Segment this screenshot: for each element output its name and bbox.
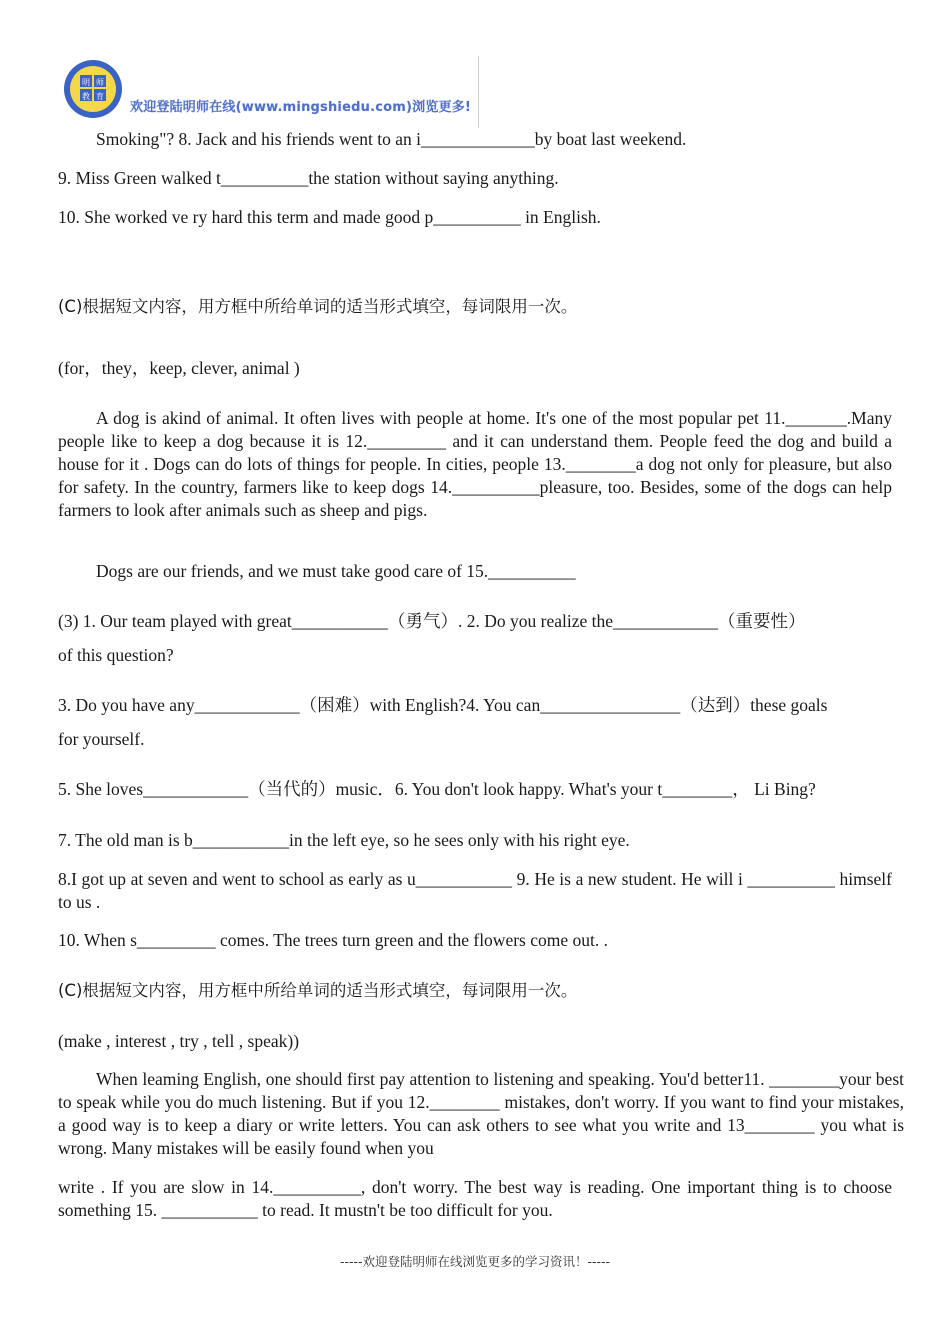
text-line: 3. Do you have any____________（困难）with English?4. You can________________（达到）these goals <box>58 695 828 715</box>
paragraph-q8 <box>58 868 892 914</box>
section-heading: (C)根据短文内容，用方框中所给单词的适当形式填空，每词限用一次。 <box>58 981 578 1000</box>
paragraph-write <box>58 1176 892 1222</box>
paragraph-dog <box>58 407 892 522</box>
paragraph-learning <box>58 1068 904 1160</box>
svg-text:教: 教 <box>82 92 90 101</box>
paragraph-text: 8.I got up at seven and went to school as early as u___________ 9. He is a new student. He will i __________ himself to us . <box>58 869 892 912</box>
text-line: 9. Miss Green walked t__________the station without saying anything. <box>58 168 559 188</box>
text-line: Smoking"? 8. Jack and his friends went to an i_____________by boat last weekend. <box>96 129 687 149</box>
text-line: 10. She worked ve ry hard this term and made good p__________ in English. <box>58 207 601 227</box>
text-line: Dogs are our friends, and we must take good care of 15.__________ <box>96 561 576 581</box>
text-line: for yourself. <box>58 729 145 749</box>
paragraph-text: When leaming English, one should first pay attention to listening and speaking. You'd better11. ________your best to speak while you do much listening. But if you 12.________ mistakes, don't worry. If you want to find your mistakes, a good way is to keep a diary or write letters. You can ask others to see what you write and 13________ you what is wrong. Many mistakes will be easily found when you <box>58 1069 904 1158</box>
word-box: (make , interest , try , tell , speak)) <box>58 1031 300 1051</box>
text-line: 7. The old man is b___________in the left eye, so he sees only with his right eye. <box>58 830 630 850</box>
paragraph-text: write . If you are slow in 14.__________, don't worry. The best way is reading. One important thing is to choose something 15. ___________ to read. It mustn't be too difficult for you. <box>58 1177 892 1220</box>
text-line: of this question? <box>58 645 174 665</box>
logo-banner-text: 欢迎登陆明师在线(www.mingshiedu.com)浏览更多! <box>130 100 472 115</box>
text-line: (3) 1. Our team played with great___________（勇气）. 2. Do you realize the____________（重要性） <box>58 611 806 631</box>
svg-text:师: 师 <box>96 78 104 87</box>
site-logo <box>58 56 478 128</box>
svg-text:育: 育 <box>96 92 104 101</box>
svg-text:明: 明 <box>82 78 90 87</box>
paragraph-text: A dog is akind of animal. It often lives with people at home. It's one of the most popular pet 11._______.Many people like to keep a dog because it is 12._________ and it can understand them. People feed the dog and build a house for it . Dogs can do lots of things for people. In cities, people 13.________a dog not only for pleasure, but also for safety. In the country, farmers like to keep dogs 14.__________pleasure, too. Besides, some of the dogs can help farmers to look after animals such as sheep and pigs. <box>58 408 892 520</box>
word-box: (for，they，keep, clever, animal ) <box>58 358 300 378</box>
page-footer: -----欢迎登陆明师在线浏览更多的学习资讯！----- <box>339 1254 611 1269</box>
mingshi-seal-icon <box>62 58 124 120</box>
section-heading: (C)根据短文内容，用方框中所给单词的适当形式填空，每词限用一次。 <box>58 297 578 316</box>
text-line: 10. When s_________ comes. The trees turn green and the flowers come out. . <box>58 930 608 950</box>
logo-divider <box>478 56 479 128</box>
text-line: 5. She loves____________（当代的）music．6. You don't look happy. What's your t________， Li Bing? <box>58 779 816 799</box>
